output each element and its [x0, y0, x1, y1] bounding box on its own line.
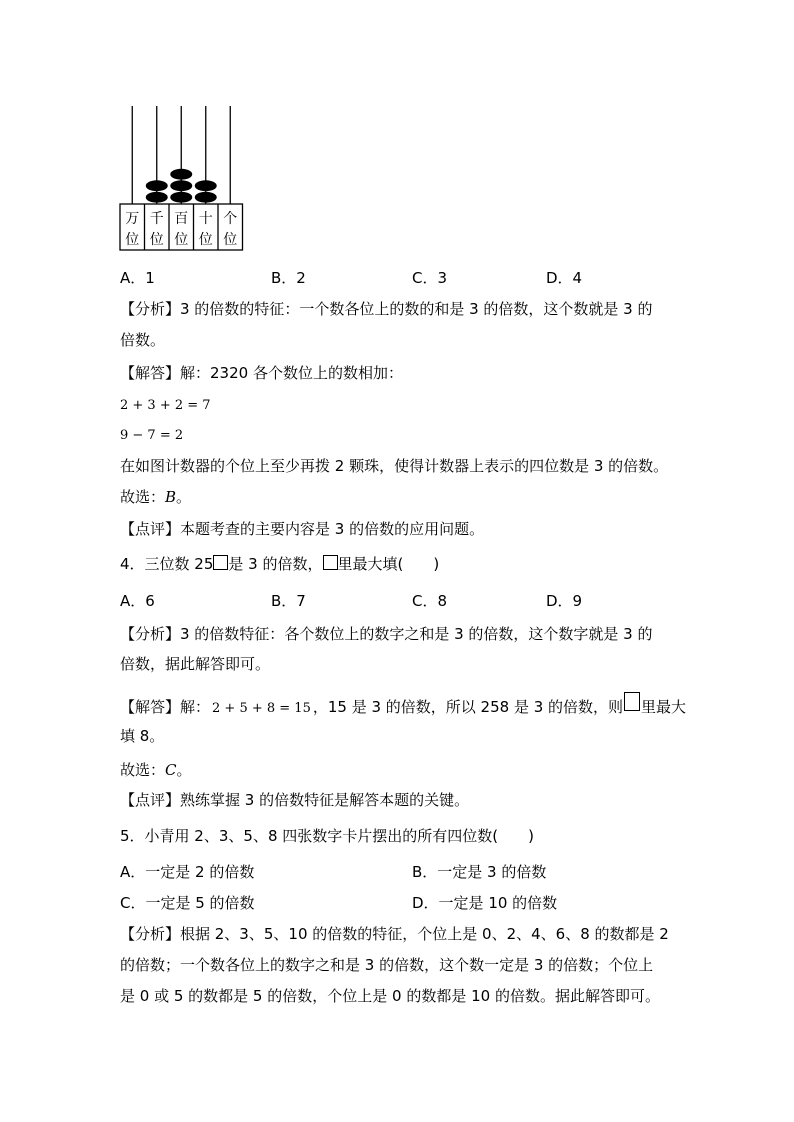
q3-choice-prefix: 故选：: [120, 488, 166, 506]
q3-answer-intro: 【解答】解：2320 各个数位上的数相加：: [120, 364, 403, 382]
q3-choice-suffix: 。: [176, 488, 192, 506]
q5-analysis-line1: 【分析】根据 2、3、5、10 的倍数的特征，个位上是 0、2、4、6、8 的数都是 2: [120, 925, 669, 943]
abacus-bead: [146, 192, 168, 203]
place-label: 位: [125, 232, 140, 248]
q3-analysis-line2: 倍数。: [120, 331, 166, 349]
abacus-bead: [195, 180, 217, 191]
q4-option-b: B．7: [271, 592, 306, 610]
q4-analysis-line1: 【分析】3 的倍数特征：各个数位上的数字之和是 3 的倍数，这个数字就是 3 的: [120, 625, 653, 643]
q3-equation-2: 9 − 7 = 2: [120, 428, 184, 443]
place-label: 位: [223, 232, 238, 248]
abacus-labels: [120, 204, 243, 250]
q4-option-d: D．9: [546, 592, 583, 610]
q4-choice-suffix: 。: [176, 761, 192, 779]
q5-analysis-line2: 的倍数；一个数各位上的数字之和是 3 的倍数，这个数一定是 3 的倍数；个位上: [120, 956, 654, 974]
place-label: 位: [198, 232, 213, 248]
q4-analysis-line2: 倍数，据此解答即可。: [120, 655, 271, 673]
q5-option-d: D．一定是 10 的倍数: [412, 894, 558, 912]
place-label: 位: [149, 232, 164, 248]
q4-answer-line2: 填 8。: [120, 727, 165, 745]
q4-option-a: A．6: [120, 592, 155, 610]
place-label: 百: [174, 211, 189, 227]
q4-option-c: C．8: [412, 592, 448, 610]
q5-option-a: A．一定是 2 的倍数: [120, 863, 255, 881]
blank-box: [323, 555, 338, 570]
q4-choice: [120, 760, 192, 780]
abacus-bead: [170, 169, 192, 180]
q3-analysis-line1: 【分析】3 的倍数的特征：一个数各位上的数的和是 3 的倍数，这个数就是 3 的: [120, 300, 653, 318]
q4-stem-b: 是 3 的倍数，: [228, 555, 323, 573]
place-label: 位: [174, 232, 189, 248]
q4-answer-line1: [120, 692, 686, 719]
q4-stem-a: 4．三位数 25: [120, 555, 214, 573]
abacus-bead: [195, 192, 217, 203]
place-label: 千: [149, 211, 164, 227]
q4-choice-prefix: 故选：: [120, 761, 166, 779]
q3-option-b: B．2: [271, 269, 306, 287]
place-label: 个: [223, 211, 238, 227]
q3-comment: 【点评】本题考查的主要内容是 3 的倍数的应用问题。: [120, 520, 485, 538]
q3-choice-letter: B: [165, 488, 177, 506]
blank-box: [213, 555, 228, 570]
q5-stem: 5．小青用 2、3、5、8 四张数字卡片摆出的所有四位数( ): [120, 827, 534, 845]
q5-option-c: C．一定是 5 的倍数: [120, 894, 255, 912]
blank-box: [624, 692, 640, 711]
abacus-bead: [170, 192, 192, 203]
q3-option-a: A．1: [120, 269, 155, 287]
abacus-bead: [146, 180, 168, 191]
abacus-figure: [118, 104, 248, 254]
q4-stem-c: 里最大填( ): [337, 555, 440, 573]
abacus-bead: [170, 180, 192, 191]
place-label: 十: [198, 211, 213, 227]
q3-choice: [120, 487, 191, 507]
q3-option-d: D．4: [546, 269, 583, 287]
q5-option-b: B．一定是 3 的倍数: [412, 863, 547, 881]
q4-answer-c: 里最大: [641, 698, 687, 716]
q5-analysis-line3: 是 0 或 5 的数都是 5 的倍数，个位上是 0 的数都是 10 的倍数。据此解答即可。: [120, 987, 660, 1005]
q4-choice-letter: C: [165, 761, 177, 779]
q4-answer-a: 【解答】解：: [120, 698, 211, 716]
q3-conclusion: 在如图计数器的个位上至少再拨 2 颗珠，使得计数器上表示的四位数是 3 的倍数。: [120, 457, 669, 475]
q4-answer-equation: 2 + 5 + 8 = 15: [212, 701, 311, 716]
place-label: 万: [125, 211, 140, 227]
q4-stem: [120, 554, 439, 574]
q3-equation-1: 2 + 3 + 2 = 7: [120, 398, 211, 413]
q4-comment: 【点评】熟练掌握 3 的倍数特征是解答本题的关键。: [120, 791, 470, 809]
q4-answer-b: ，15 是 3 的倍数，所以 258 是 3 的倍数，则: [312, 698, 624, 716]
q3-option-c: C．3: [412, 269, 448, 287]
